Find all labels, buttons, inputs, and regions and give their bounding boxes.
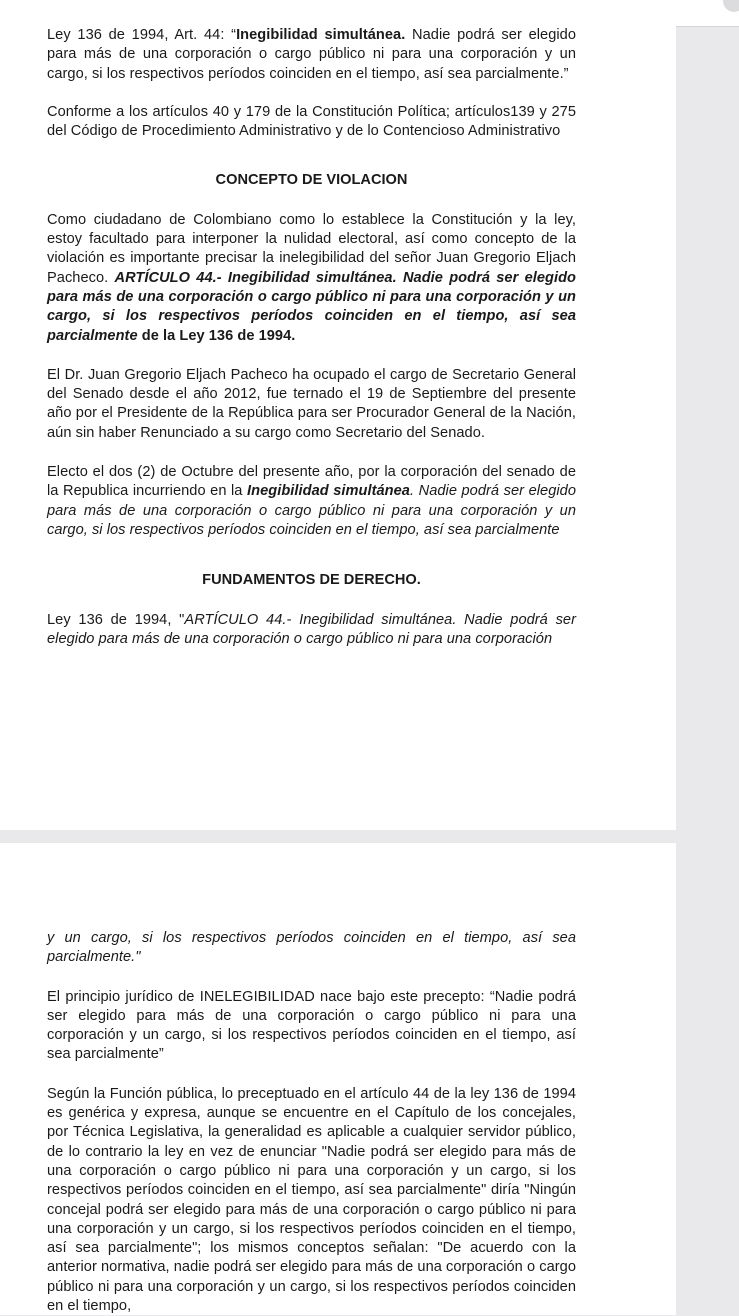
document-page-1 bbox=[0, 26, 676, 830]
heading-concepto-violacion: CONCEPTO DE VIOLACION bbox=[215, 172, 408, 189]
scroll-handle[interactable] bbox=[723, 0, 739, 12]
paragraph-conforme: Conforme a los artículos 40 y 179 de la Constitución Política; artículos139 y 275 del Código de Procedimiento Administrativo y de lo Contencioso Administrativo bbox=[47, 103, 576, 140]
paragraph-ley-136: Ley 136 de 1994, Art. 44: “Inegibilidad simultánea. Nadie podrá ser elegido para más de una corporación o cargo público ni para una corporación y un cargo, si los respectivos períodos coinciden en el tiempo, así sea parcialmente.” bbox=[47, 27, 576, 82]
heading-fundamentos-derecho: FUNDAMENTOS DE DERECHO. bbox=[202, 572, 421, 589]
paragraph-electo: Electo el dos (2) de Octubre del presente año, por la corporación del senado de la Republica incurriendo en la Inegibilidad simultánea. Nadie podrá ser elegido para más de una corporación o cargo público ni para una corporación y un cargo, si los respectivos períodos coinciden en el tiempo, así sea parcialmente bbox=[47, 464, 576, 538]
paragraph-fundamentos: Ley 136 de 1994, "ARTÍCULO 44.- Inegibilidad simultánea. Nadie podrá ser elegido para más de una corporación o cargo público ni para una corporación bbox=[47, 611, 576, 647]
paragraph-eljach: El Dr. Juan Gregorio Eljach Pacheco ha ocupado el cargo de Secretario General del Senado desde el año 2012, fue ternado el 19 de Septiembre del presente año por el Presidente de la República para ser Procurador General de la Nación, aún sin haber Renunciado a su cargo como Secretario del Senado. bbox=[47, 366, 576, 441]
paragraph-ciudadano: Como ciudadano de Colombiano como lo establece la Constitución y la ley, estoy facultado para interponer la nulidad electoral, así como concepto de la violación es importante precisar la inelegibilidad del señor Juan Gregorio Eljach Pacheco. ARTÍCULO 44.- Inegibilidad simultánea. Nadie podrá ser elegido para más de una corporación o cargo público ni para una corporación y un cargo, si los respectivos períodos coinciden en el tiempo, así sea parcialmente de la Ley 136 de 1994. bbox=[47, 211, 577, 344]
paragraph-principio: El principio jurídico de INELEGIBILIDAD nace bajo este precepto: “Nadie podrá ser elegido para más de una corporación o cargo público ni para una corporación y un cargo, si los respectivos períodos coinciden en el tiempo, así sea parcialmente” bbox=[47, 988, 576, 1063]
paragraph-continuacion: y un cargo, si los respectivos períodos coinciden en el tiempo, así sea parcialmente." bbox=[47, 930, 576, 966]
viewer-top-bar bbox=[0, 0, 739, 27]
document-page-2 bbox=[0, 843, 676, 1315]
paragraph-segun-funcion-publica: Según la Función pública, lo preceptuado en el artículo 44 de la ley 136 de 1994 es genérica y expresa, aunque se encuentre en el Capítulo de los concejales, por Técnica Legislativa, la generalidad es aplicable a cualquier servidor público, de lo contrario la ley en vez de enunciar "Nadie podrá ser elegido para más de una corporación o cargo público ni para una corporación y un cargo, si los respectivos períodos coinciden en el tiempo, así sea parcialmente" diría "Ningún concejal podrá ser elegido para más de una corporación o cargo público ni para una corporación y un cargo, si los respectivos períodos coinciden en el tiempo, así sea parcialmente"; los mismos conceptos señalan: "De acuerdo con la anterior normativa, nadie podrá ser elegido para más de una corporación o cargo público ni para una corporación y un cargo, si los respectivos períodos coinciden en el tiempo, bbox=[47, 1085, 576, 1315]
